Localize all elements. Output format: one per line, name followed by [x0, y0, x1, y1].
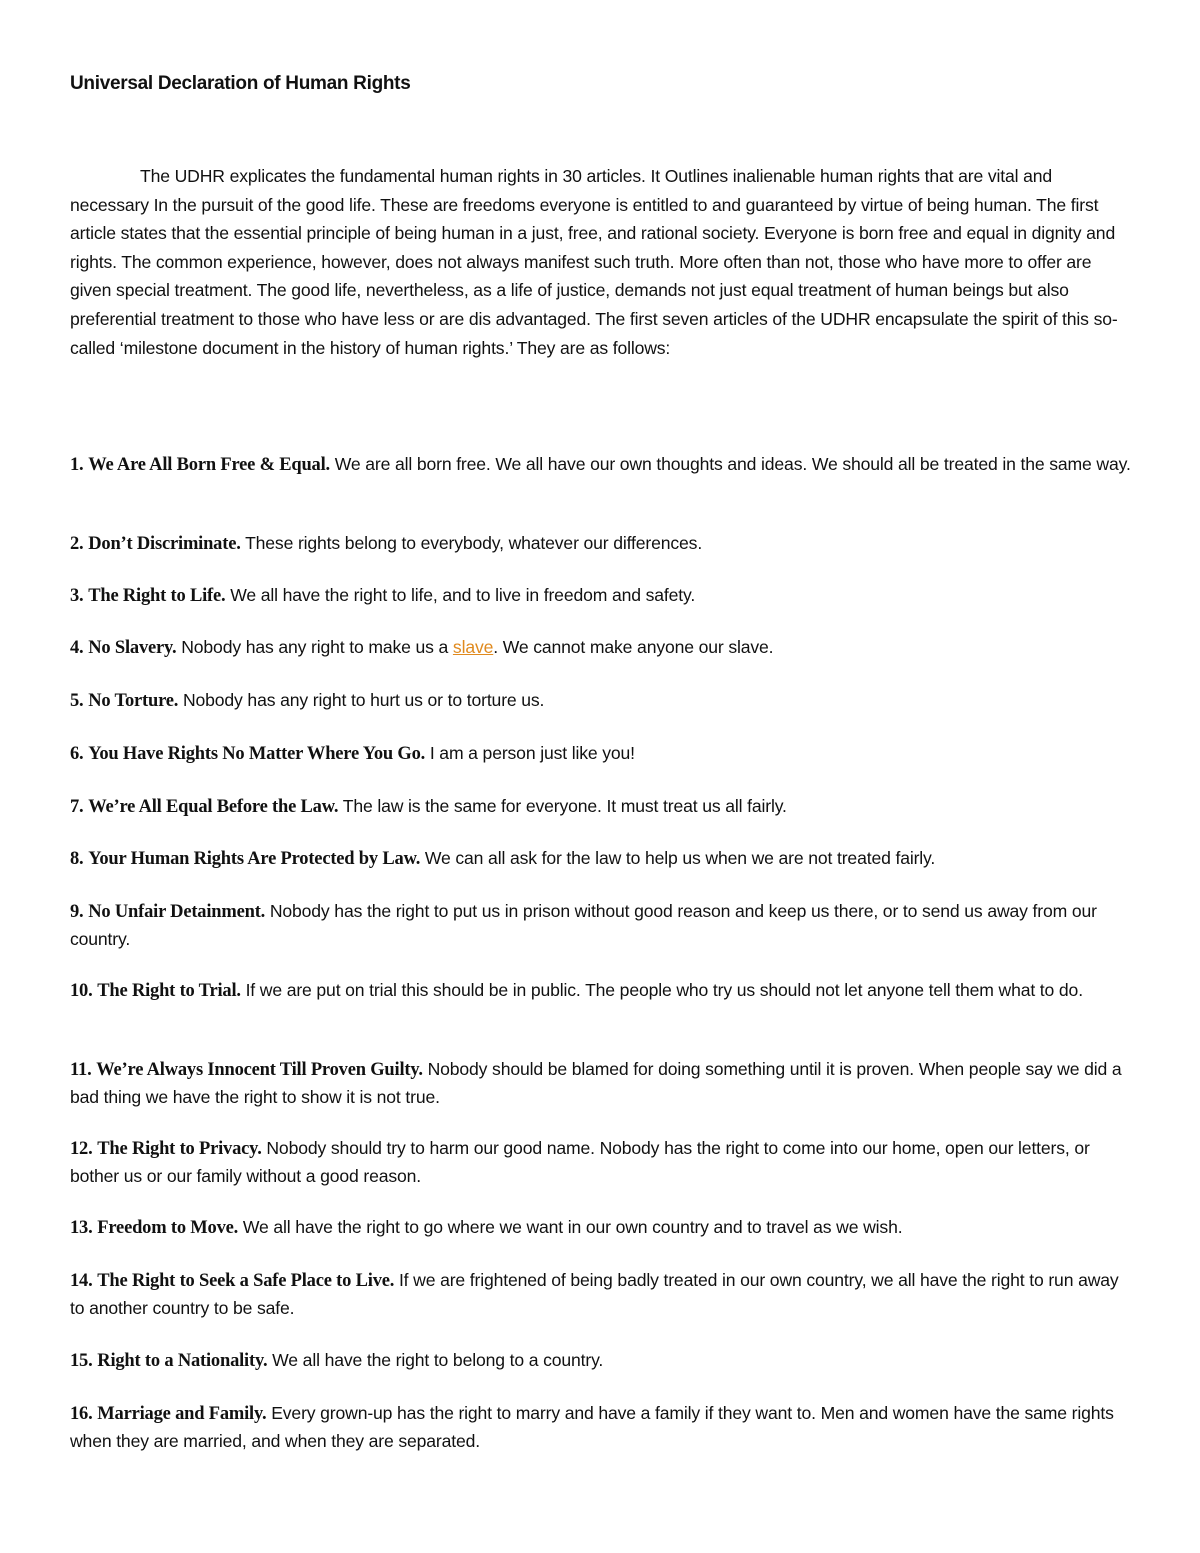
article-text: We are all born free. We all have our own thoughts and ideas. We should all be treated in the same way.	[334, 454, 1131, 474]
article-2	[70, 530, 1132, 558]
article-11	[70, 1056, 1132, 1110]
article-title: Your Human Rights Are Protected by Law.	[88, 849, 421, 869]
article-text: Nobody should try to harm our good name. Nobody has the right to come into our home, open our letters, or bother us or our family without a good reason.	[70, 1138, 1090, 1186]
article-title: No Unfair Detainment.	[88, 902, 266, 922]
article-text: We all have the right to belong to a country.	[272, 1350, 604, 1370]
article-text: Nobody has any right to hurt us or to torture us.	[182, 690, 545, 710]
article-title: We’re All Equal Before the Law.	[88, 797, 339, 817]
article-title: No Slavery.	[88, 638, 177, 658]
article-9	[70, 898, 1132, 952]
article-title: Don’t Discriminate.	[88, 534, 241, 554]
article-5	[70, 687, 1132, 715]
intro-paragraph: The UDHR explicates the fundamental human rights in 30 articles. It Outlines inalienable human rights that are vital and necessary In the pursuit of the good life. These are freedoms everyone is entitled to and guaranteed by virtue of being human. The first article states that the essential principle of being human in a just, free, and rational society. Everyone is born free and equal in dignity and rights. The common experience, however, does not always manifest such truth. More often than not, those who have more to offer are given special treatment. The good life, nevertheless, as a life of justice, demands not just equal treatment of human beings but also preferential treatment to those who have less or are dis advantaged. The first seven articles of the UDHR encapsulate the spirit of this so-called ‘milestone document in the history of human rights.’ They are as follows:	[70, 166, 1118, 358]
article-16	[70, 1400, 1132, 1454]
article-number: 3.	[70, 586, 84, 606]
article-text: If we are put on trial this should be in public. The people who try us should not let anyone tell them what to do.	[245, 980, 1083, 1000]
article-number: 14.	[70, 1271, 93, 1291]
article-title: The Right to Life.	[88, 586, 226, 606]
article-title: The Right to Trial.	[97, 981, 241, 1001]
article-text: I am a person just like you!	[429, 743, 635, 763]
article-text: We all have the right to go where we want in our own country and to travel as we wish.	[242, 1217, 903, 1237]
article-text: Every grown-up has the right to marry and have a family if they want to. Men and women have the same rights when they are married, and when they are separated.	[70, 1403, 1114, 1451]
article-number: 9.	[70, 902, 84, 922]
article-number: 8.	[70, 849, 84, 869]
article-title: Freedom to Move.	[97, 1218, 239, 1238]
article-number: 4.	[70, 638, 84, 658]
article-number: 6.	[70, 744, 84, 764]
article-8	[70, 845, 1132, 873]
article-3	[70, 582, 1132, 610]
article-6	[70, 740, 1132, 768]
article-text: The law is the same for everyone. It must treat us all fairly.	[342, 796, 787, 816]
article-title: No Torture.	[88, 691, 179, 711]
article-12	[70, 1135, 1132, 1189]
article-title: The Right to Seek a Safe Place to Live.	[97, 1271, 395, 1291]
article-10	[70, 977, 1132, 1005]
article-text: If we are frightened of being badly treated in our own country, we all have the right to run away to another country to be safe.	[70, 1270, 1119, 1318]
article-title: We Are All Born Free & Equal.	[88, 455, 330, 475]
document-title: Universal Declaration of Human Rights	[70, 73, 411, 94]
article-number: 13.	[70, 1218, 93, 1238]
article-text: Nobody should be blamed for doing something until it is proven. When people say we did a bad thing we have the right to show it is not true.	[70, 1059, 1122, 1107]
article-title: The Right to Privacy.	[97, 1139, 262, 1159]
article-number: 15.	[70, 1351, 93, 1371]
slave-link[interactable]: slave	[452, 637, 494, 657]
article-title: Marriage and Family.	[97, 1404, 267, 1424]
article-text: Nobody has any right to make us a	[181, 637, 449, 657]
article-number: 10.	[70, 981, 93, 1001]
article-number: 11.	[70, 1060, 92, 1080]
article-text: Nobody has the right to put us in prison without good reason and keep us there, or to send us away from our country.	[70, 901, 1097, 949]
article-number: 16.	[70, 1404, 93, 1424]
article-14	[70, 1267, 1132, 1321]
article-text-after: . We cannot make anyone our slave.	[493, 637, 774, 657]
article-13	[70, 1214, 1132, 1242]
article-7	[70, 793, 1132, 821]
article-4	[70, 634, 1132, 662]
article-text: We can all ask for the law to help us when we are not treated fairly.	[424, 848, 936, 868]
article-15	[70, 1347, 1132, 1375]
article-number: 12.	[70, 1139, 93, 1159]
article-title: Right to a Nationality.	[97, 1351, 268, 1371]
article-1	[70, 451, 1132, 479]
article-text: We all have the right to life, and to live in freedom and safety.	[230, 585, 696, 605]
article-number: 7.	[70, 797, 84, 817]
article-number: 5.	[70, 691, 84, 711]
article-number: 2.	[70, 534, 84, 554]
article-title: You Have Rights No Matter Where You Go.	[88, 744, 426, 764]
article-text: These rights belong to everybody, whatever our differences.	[245, 533, 703, 553]
article-number: 1.	[70, 455, 84, 475]
article-title: We’re Always Innocent Till Proven Guilty.	[96, 1060, 423, 1080]
